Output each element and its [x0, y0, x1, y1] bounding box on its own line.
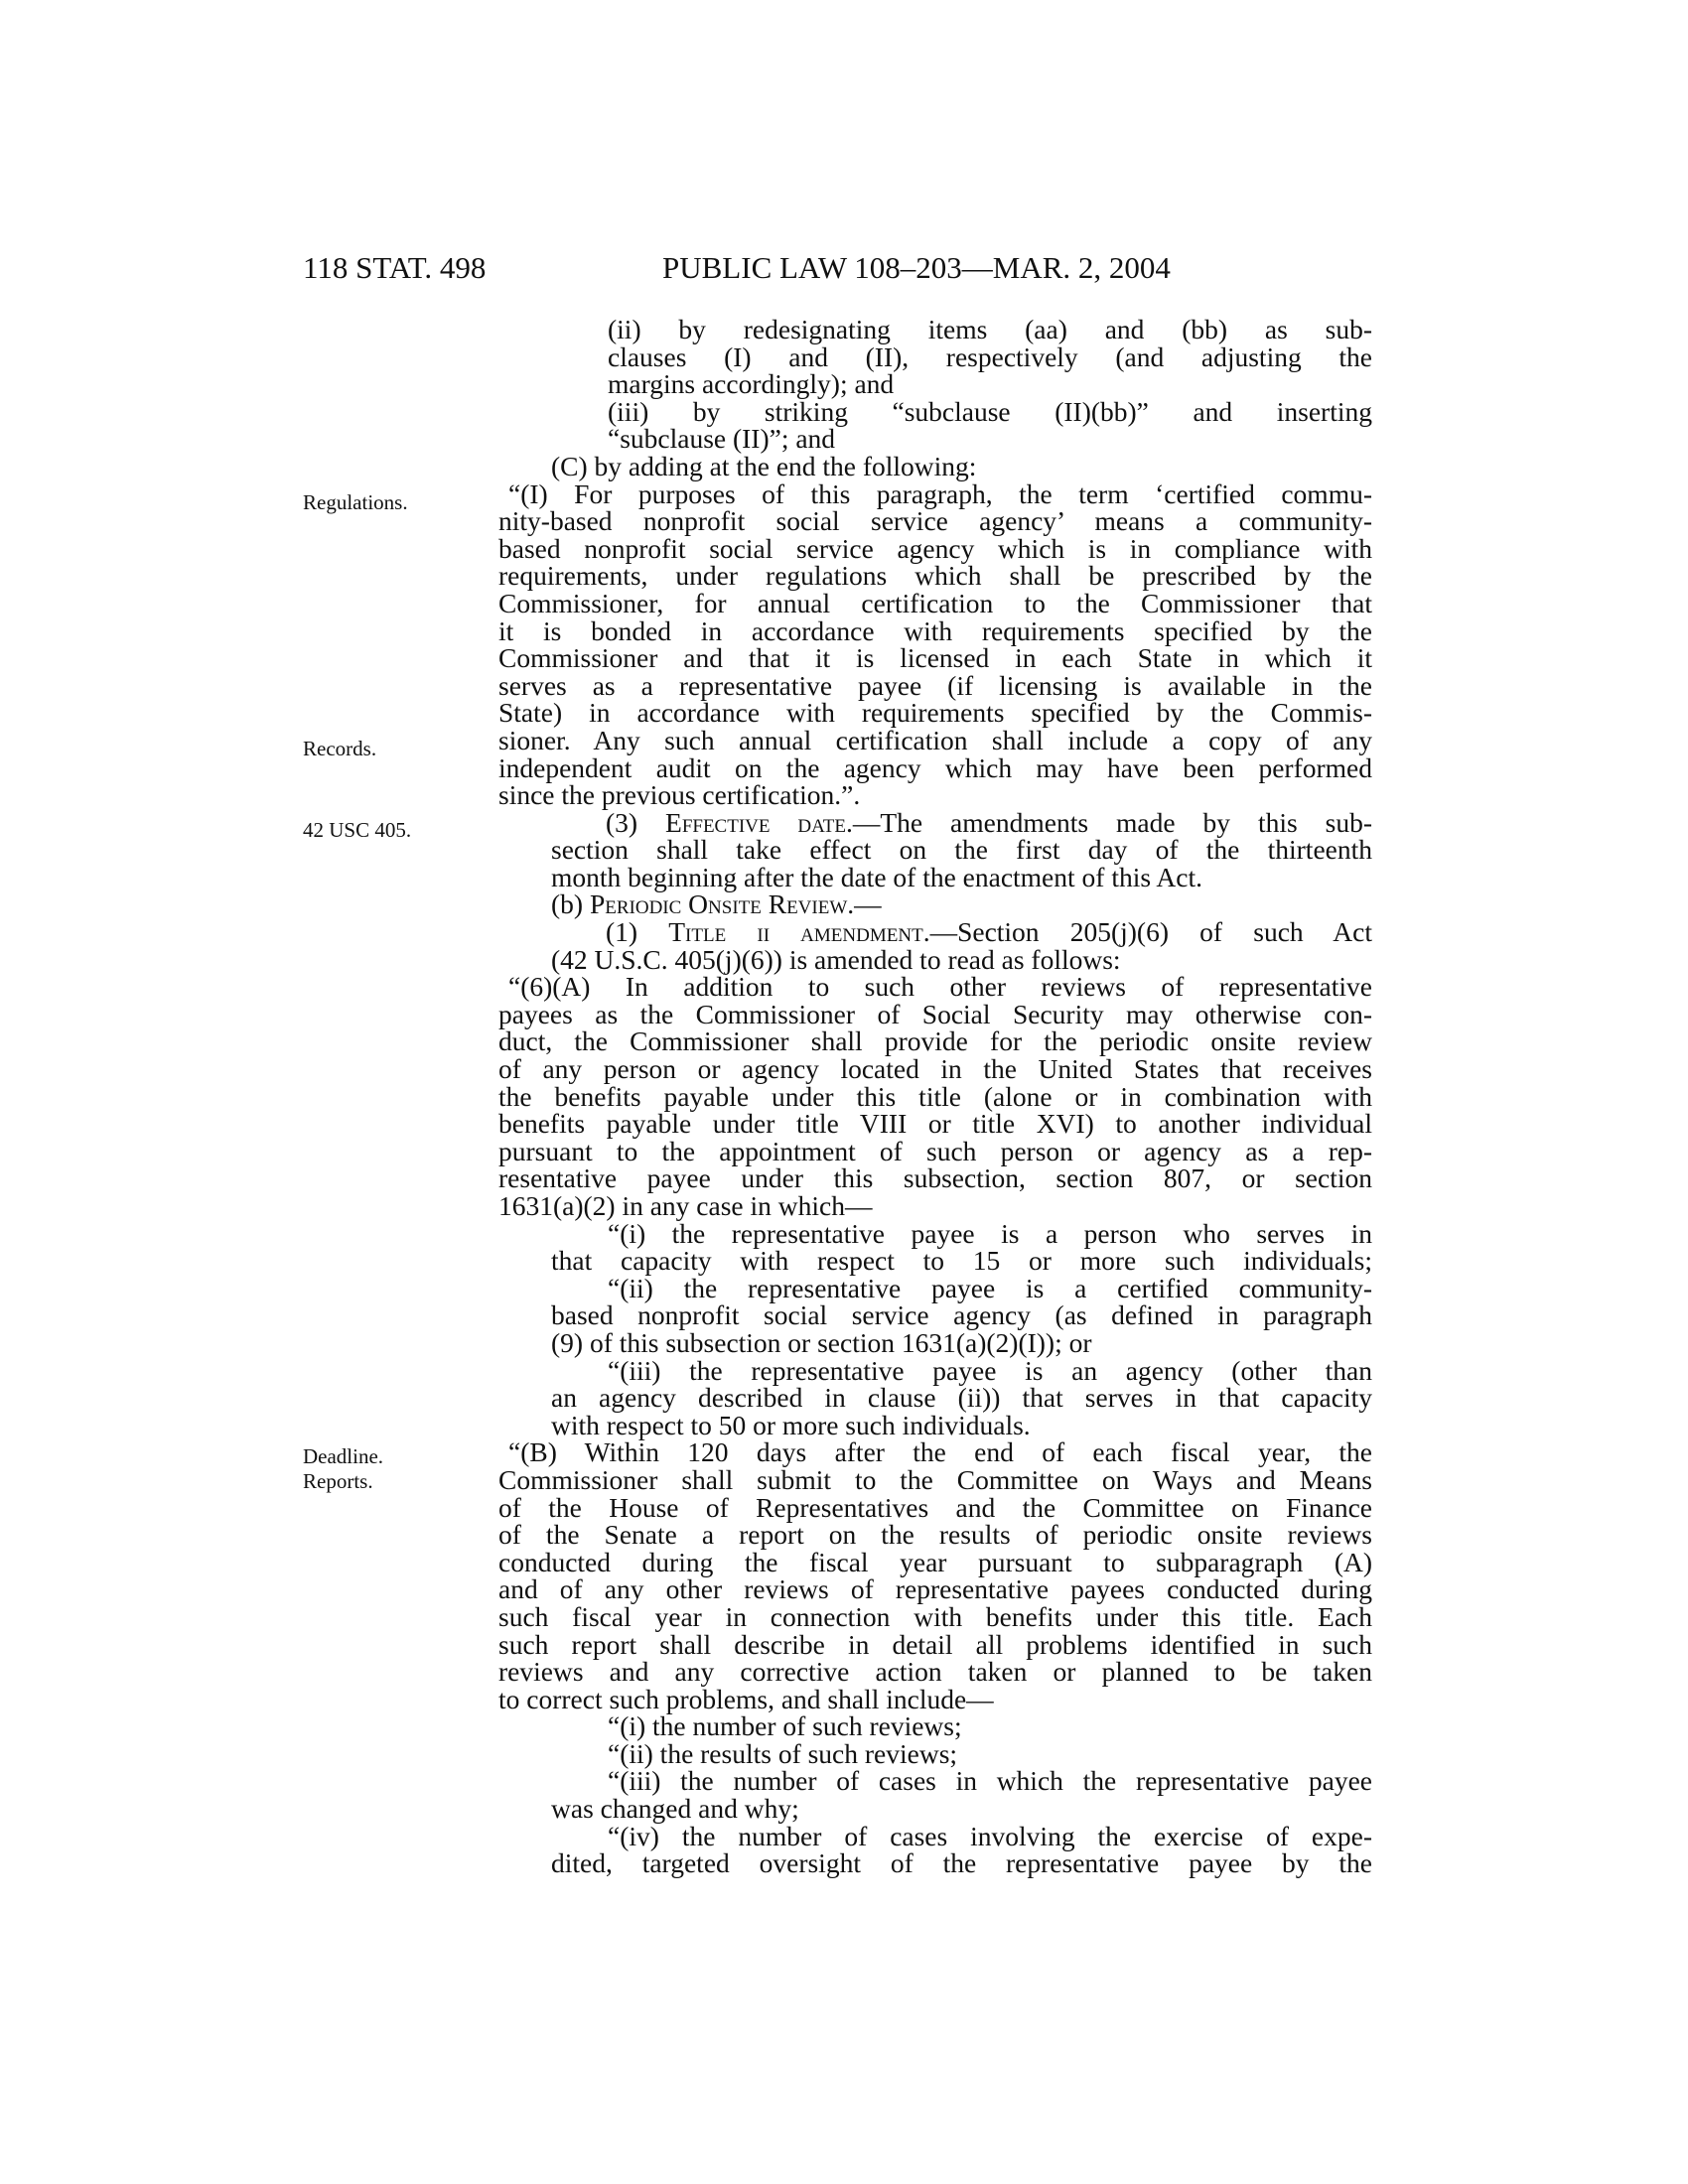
- text-line: (iii) by striking “subclause (II)(bb)” and inserting: [608, 395, 1372, 427]
- text-line: payees as the Commissioner of Social Security may otherwise con-: [498, 998, 1372, 1029]
- text-line: “subclause (II)”; and: [608, 423, 836, 455]
- margin-note-records: Records.: [303, 737, 377, 760]
- paragraph-heading: Title ii amendment: [668, 916, 923, 948]
- text-line: month beginning after the date of the enactment of this Act.: [551, 861, 1202, 892]
- title-ii-amendment-line: [498, 918, 1372, 946]
- text-line: to correct such problems, and shall include—: [498, 1683, 994, 1714]
- paragraph-number: (3): [606, 806, 666, 838]
- paragraph-number: (1): [606, 916, 669, 948]
- margin-note-deadline: Deadline.: [303, 1444, 384, 1468]
- text-line: dited, targeted oversight of the representative payee by the: [551, 1847, 1372, 1879]
- stat-page-number: 118 STAT. 498: [303, 250, 487, 285]
- effective-date-line: [498, 806, 1372, 838]
- statute-text: [498, 316, 1372, 1877]
- paragraph-text: .—Section 205(j)(6) of such Act: [922, 916, 1373, 948]
- text-line: clauses (I) and (II), respectively (and adjusting the: [608, 341, 1372, 372]
- text-line: “(iv) the number of cases involving the exercise of expe-: [608, 1820, 1372, 1851]
- text-line: Commissioner shall submit to the Committee on Ways and Means: [498, 1463, 1372, 1495]
- text-line: “(6)(A) In addition to such other reviews of representative: [508, 971, 1372, 1003]
- text-line: (C) by adding at the end the following:: [551, 450, 977, 481]
- text-line: that capacity with respect to 15 or more such individuals;: [551, 1245, 1372, 1277]
- text-line: 1631(a)(2) in any case in which—: [498, 1190, 873, 1221]
- text-line: based nonprofit social service agency (as defined in paragraph: [551, 1299, 1372, 1331]
- text-line: an agency described in clause (ii)) that serves in that capacity: [551, 1382, 1372, 1414]
- margin-note-reports: Reports.: [303, 1469, 373, 1493]
- text-line: margins accordingly); and: [608, 368, 895, 400]
- text-line: pursuant to the appointment of such person or agency as a rep-: [498, 1135, 1372, 1166]
- text-line: serves as a representative payee (if licensing is available in the: [498, 669, 1372, 701]
- text-line: of the House of Representatives and the Committee on Finance: [498, 1491, 1372, 1523]
- text-line: (42 U.S.C. 405(j)(6)) is amended to read as follows:: [551, 943, 1121, 975]
- text-line: “(I) For purposes of this paragraph, the term ‘certified commu-: [508, 478, 1372, 509]
- text-line: of the Senate a report on the results of periodic onsite reviews: [498, 1519, 1372, 1551]
- text-line: resentative payee under this subsection, section 807, or section: [498, 1162, 1372, 1194]
- text-line: reviews and any corrective action taken or planned to be taken: [498, 1656, 1372, 1688]
- text-line: based nonprofit social service agency which is in compliance with: [498, 532, 1372, 564]
- text-line: it is bonded in accordance with requirements specified by the: [498, 614, 1372, 646]
- text-line: requirements, under regulations which shall be prescribed by the: [498, 560, 1372, 592]
- text-line: was changed and why;: [551, 1793, 799, 1825]
- text-line: “(iii) the representative payee is an agency (other than: [608, 1354, 1372, 1386]
- text-line: independent audit on the agency which may have been performed: [498, 751, 1372, 783]
- text-line: such report shall describe in detail all problems identified in such: [498, 1628, 1372, 1660]
- margin-note-regulations: Regulations.: [303, 490, 408, 514]
- text-line: since the previous certification.”.: [498, 779, 861, 811]
- running-header: PUBLIC LAW 108–203—MAR. 2, 2004: [662, 250, 1171, 285]
- margin-note-usc: 42 USC 405.: [303, 818, 412, 842]
- paragraph-text: .—The amendments made by this sub-: [845, 806, 1372, 838]
- text-line: “(i) the number of such reviews;: [608, 1710, 962, 1742]
- text-line: conducted during the fiscal year pursuant to subparagraph (A): [498, 1546, 1372, 1577]
- text-line: section shall take effect on the first day of the thirteenth: [551, 834, 1372, 866]
- text-line: duct, the Commissioner shall provide for the periodic onsite review: [498, 1025, 1372, 1057]
- text-line: Commissioner and that it is licensed in each State in which it: [498, 642, 1372, 674]
- text-line: the benefits payable under this title (alone or in combination with: [498, 1080, 1372, 1112]
- text-line: with respect to 50 or more such individuals.: [551, 1409, 1031, 1440]
- text-line: sioner. Any such annual certification shall include a copy of any: [498, 724, 1372, 755]
- text-line: “(i) the representative payee is a person who serves in: [608, 1217, 1372, 1249]
- text-line: benefits payable under title VIII or title XVI) to another individual: [498, 1108, 1372, 1140]
- text-line: (9) of this subsection or section 1631(a)(2)(I)); or: [551, 1326, 1092, 1358]
- text-line: “(iii) the number of cases in which the representative payee: [608, 1765, 1372, 1797]
- paragraph-heading: Effective date: [665, 806, 846, 838]
- subsection-heading: Periodic Onsite Review: [589, 888, 848, 920]
- text-line: and of any other reviews of representative payees conducted during: [498, 1573, 1372, 1605]
- subsection-letter: (b): [551, 888, 590, 920]
- text-line: “(ii) the representative payee is a certified community-: [608, 1272, 1372, 1303]
- text-line: State) in accordance with requirements specified by the Commis-: [498, 697, 1372, 729]
- text-line: such fiscal year in connection with benefits under this title. Each: [498, 1600, 1372, 1632]
- text-line: (ii) by redesignating items (aa) and (bb) as sub-: [608, 314, 1372, 344]
- text-line: Commissioner, for annual certification to the Commissioner that: [498, 587, 1372, 618]
- subsection-heading-line: (b) Periodic Onsite Review.—: [551, 888, 882, 920]
- text-line: “(B) Within 120 days after the end of each fiscal year, the: [508, 1436, 1372, 1468]
- text-line: “(ii) the results of such reviews;: [608, 1737, 958, 1769]
- text-line: nity-based nonprofit social service agency’ means a community-: [498, 505, 1372, 537]
- text-line: of any person or agency located in the United States that receives: [498, 1053, 1372, 1085]
